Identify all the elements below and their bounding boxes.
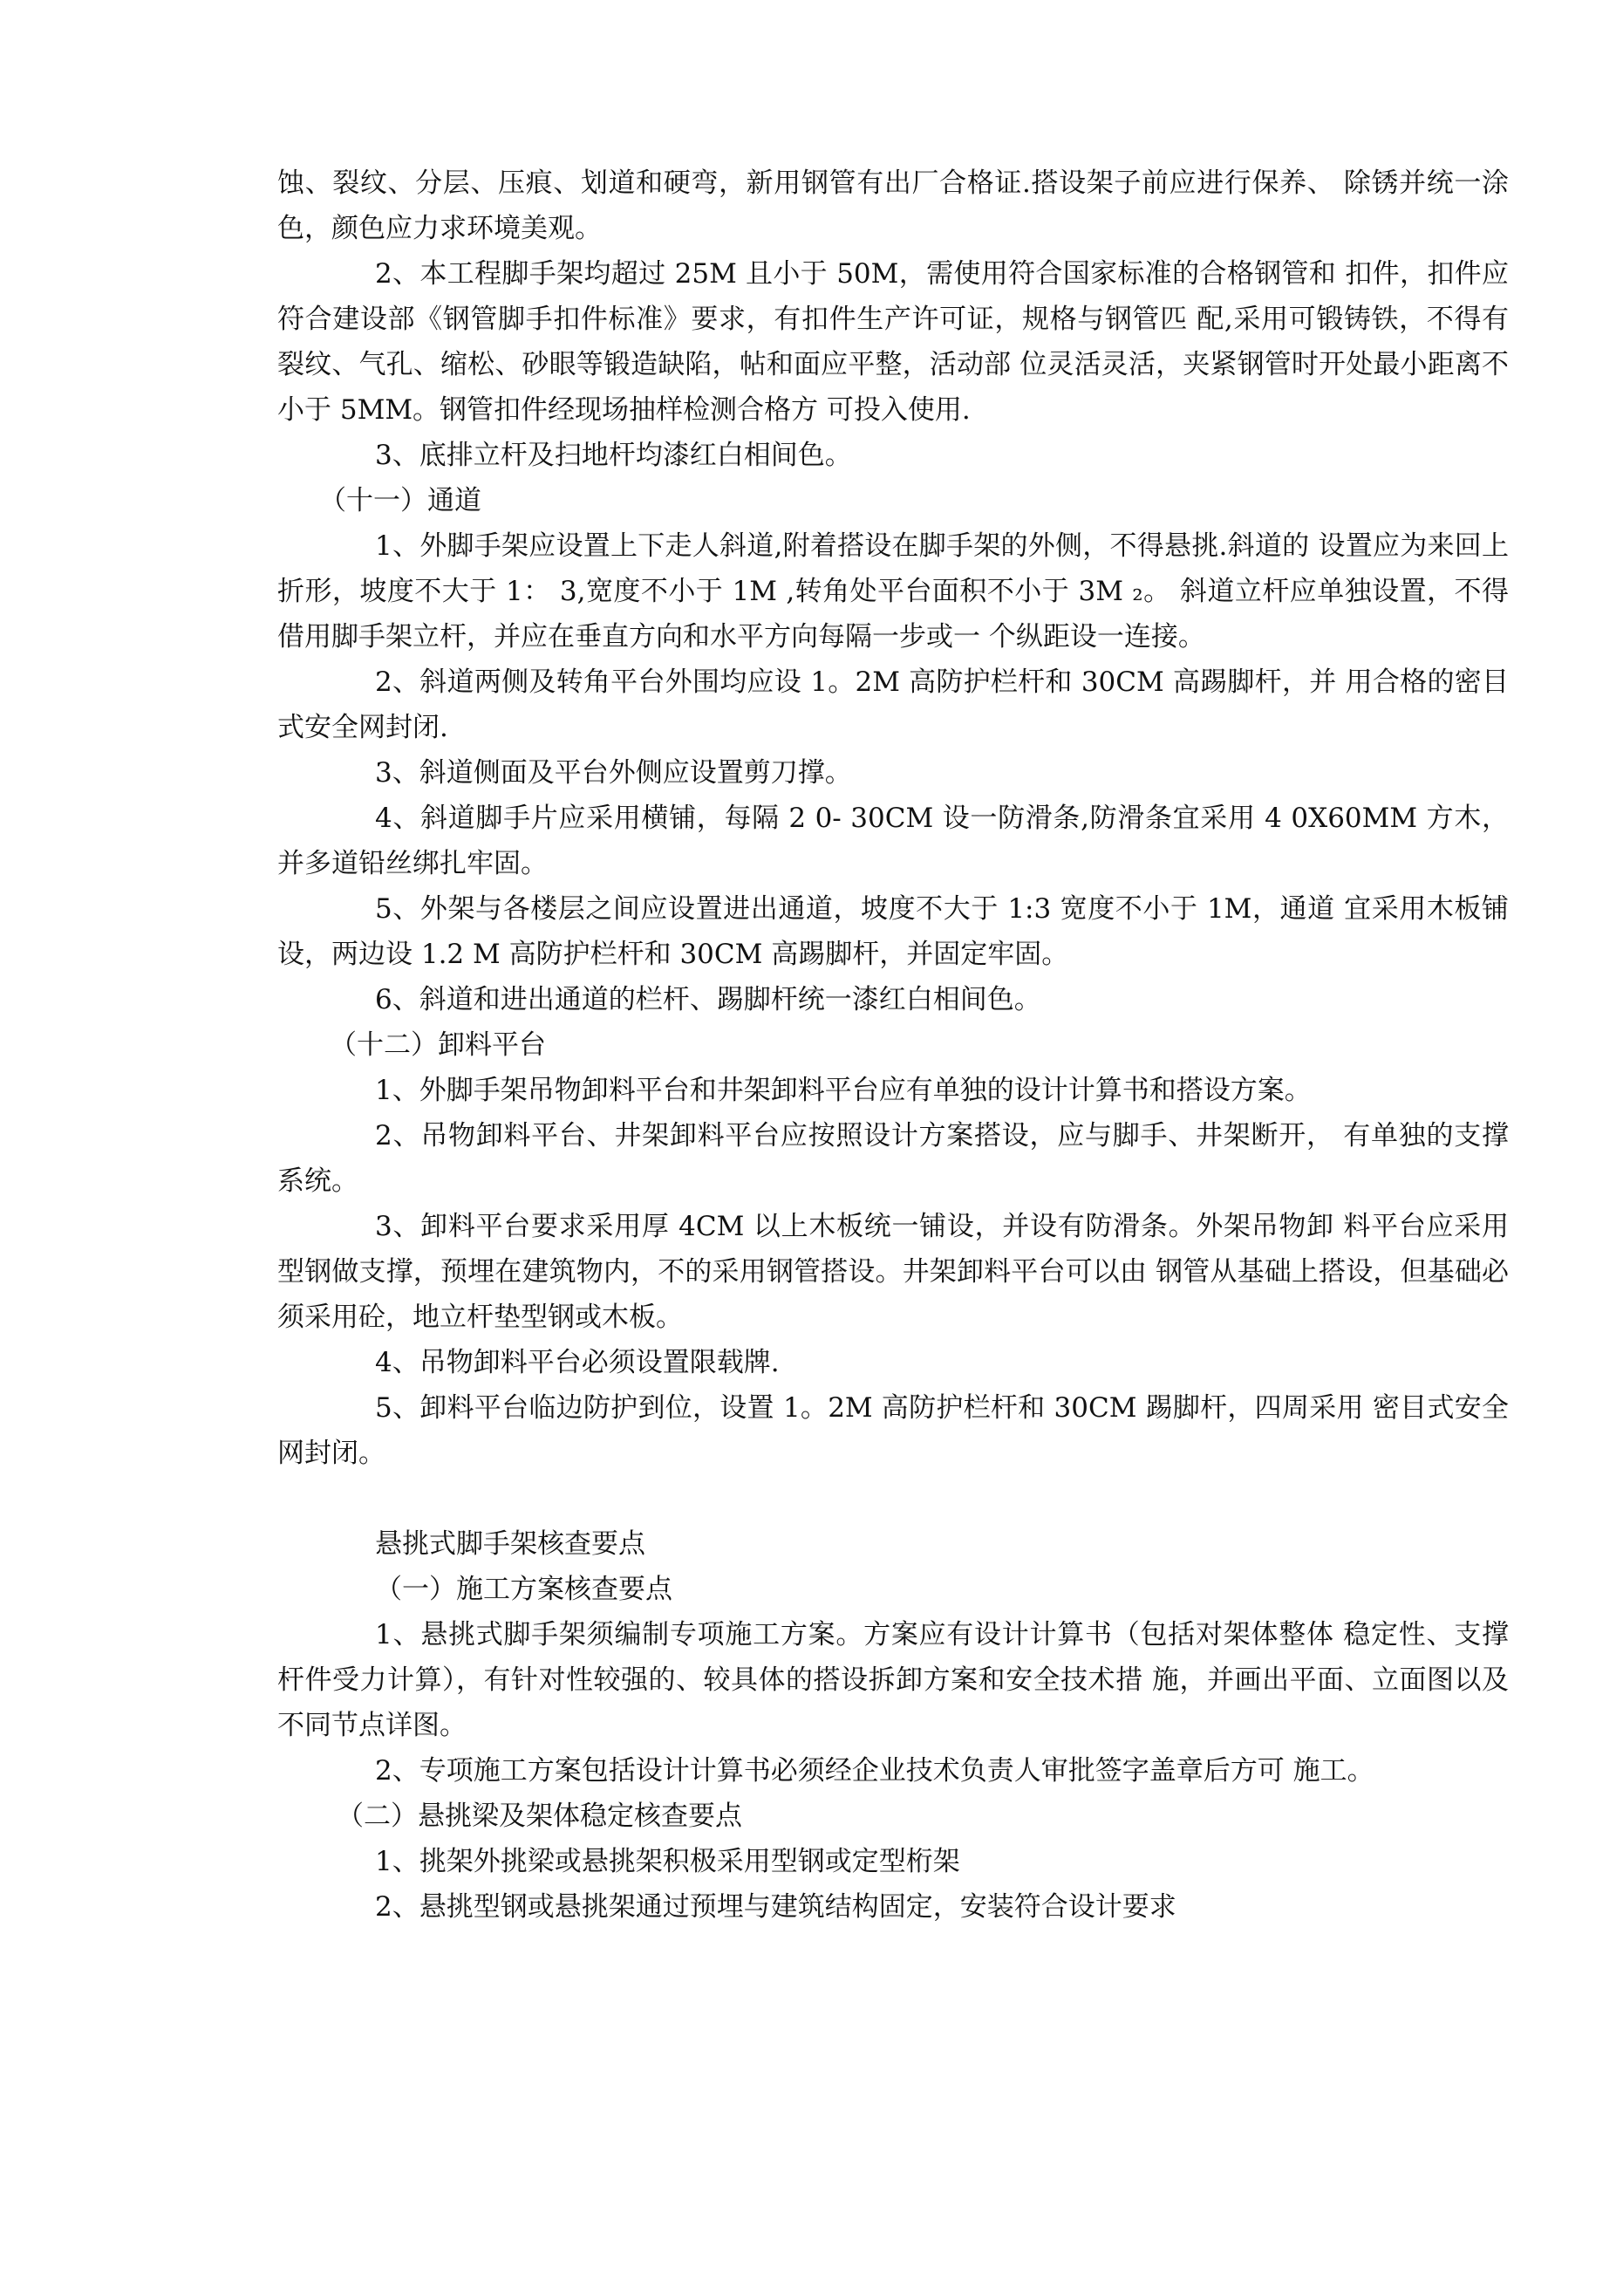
paragraph-item-1: 1、悬挑式脚手架须编制专项施工方案。方案应有设计计算书（包括对架体整体 稳定性、支撑杆件受力计算），有针对性较强的、较具体的搭设拆卸方案和安全技术措 施，并画出平面、立面图以及不同节点详图。 — [277, 1619, 1509, 1741]
paragraph-item-2: 2、专项施工方案包括设计计算书必须经企业技术负责人审批签字盖章后方可 施工。 — [375, 1755, 1374, 1787]
paragraph-item-3: 3、斜道侧面及平台外侧应设置剪刀撑。 — [375, 757, 852, 789]
section-heading-construction-plan: （一）施工方案核查要点 — [375, 1574, 672, 1605]
paragraph-item-2: 2、吊物卸料平台、井架卸料平台应按照设计方案搭设，应与脚手、井架断开， 有单独的支撑系统。 — [277, 1120, 1509, 1197]
paragraph-item-4: 4、吊物卸料平台必须设置限载牌. — [375, 1347, 780, 1378]
paragraph-item-6: 6、斜道和进出通道的栏杆、踢脚杆统一漆红白相间色。 — [375, 984, 1041, 1015]
document-body — [277, 161, 1509, 1930]
paragraph-item-4: 4、斜道脚手片应采用横铺，每隔 2 0- 30CM 设一防滑条,防滑条宜采用 4 0X60MM 方木，并多道铅丝绑扎牢固。 — [277, 803, 1509, 879]
paragraph-item-1: 1、外脚手架应设置上下走人斜道,附着搭设在脚手架的外侧，不得悬挑.斜道的 设置应为来回上折形，坡度不大于 1： 3,宽度不小于 1M ,转角处平台面积不小于 3M ₂。 斜道立杆应单独设置，不得借用脚手架立杆，并应在垂直方向和水平方向每隔一步或一 个纵距设一连接。 — [277, 530, 1509, 653]
paragraph-continuation: 蚀、裂纹、分层、压痕、划道和硬弯，新用钢管有出厂合格证.搭设架子前应进行保养、 除锈并统一涂色，颜色应力求环境美观。 — [277, 167, 1509, 244]
blank-line — [277, 1476, 1509, 1521]
section-heading-cantilever-beam: （二）悬挑梁及架体稳定核查要点 — [337, 1801, 742, 1832]
paragraph-item-1: 1、外脚手架吊物卸料平台和井架卸料平台应有单独的设计计算书和搭设方案。 — [375, 1075, 1312, 1106]
paragraph-item-2: 2、斜道两侧及转角平台外围均应设 1。2M 高防护栏杆和 30CM 高踢脚杆，并 用合格的密目式安全网封闭. — [277, 666, 1509, 743]
section-heading-unloading-platform: （十二）卸料平台 — [330, 1029, 546, 1061]
paragraph-item-3: 3、卸料平台要求采用厚 4CM 以上木板统一铺设，并设有防滑条。外架吊物卸 料平台应采用型钢做支撑，预埋在建筑物内，不的采用钢管搭设。井架卸料平台可以由 钢管从基础上搭设，但基础必须采用砼，地立杆垫型钢或木板。 — [277, 1211, 1509, 1333]
paragraph-item-5: 5、外架与各楼层之间应设置进出通道，坡度不大于 1:3 宽度不小于 1M，通道 宜采用木板铺设，两边设 1.2 M 高防护栏杆和 30CM 高踢脚杆，并固定牢固。 — [277, 893, 1509, 970]
paragraph-item-2: 2、悬挑型钢或悬挑架通过预埋与建筑结构固定，安装符合设计要求 — [375, 1891, 1176, 1923]
paragraph-item-1: 1、挑架外挑梁或悬挑架积极采用型钢或定型桁架 — [375, 1846, 960, 1877]
section-heading-passage: （十一）通道 — [319, 485, 481, 516]
section-title-cantilever-scaffold: 悬挑式脚手架核查要点 — [375, 1528, 645, 1560]
paragraph-item-3: 3、底排立杆及扫地杆均漆红白相间色。 — [375, 440, 852, 471]
paragraph-item-2: 2、本工程脚手架均超过 25M 且小于 50M，需使用符合国家标准的合格钢管和 扣件，扣件应符合建设部《钢管脚手扣件标准》要求，有扣件生产许可证，规格与钢管匹 配,采用可锻铸铁，不得有裂纹、气孔、缩松、砂眼等锻造缺陷，帖和面应平整，活动部 位灵活灵活，夹紧钢管时开处最小距离不小于 5MM。钢管扣件经现场抽样检测合格方 可投入使用. — [277, 258, 1509, 426]
paragraph-item-5: 5、卸料平台临边防护到位，设置 1。2M 高防护栏杆和 30CM 踢脚杆，四周采用 密目式安全网封闭。 — [277, 1392, 1509, 1469]
